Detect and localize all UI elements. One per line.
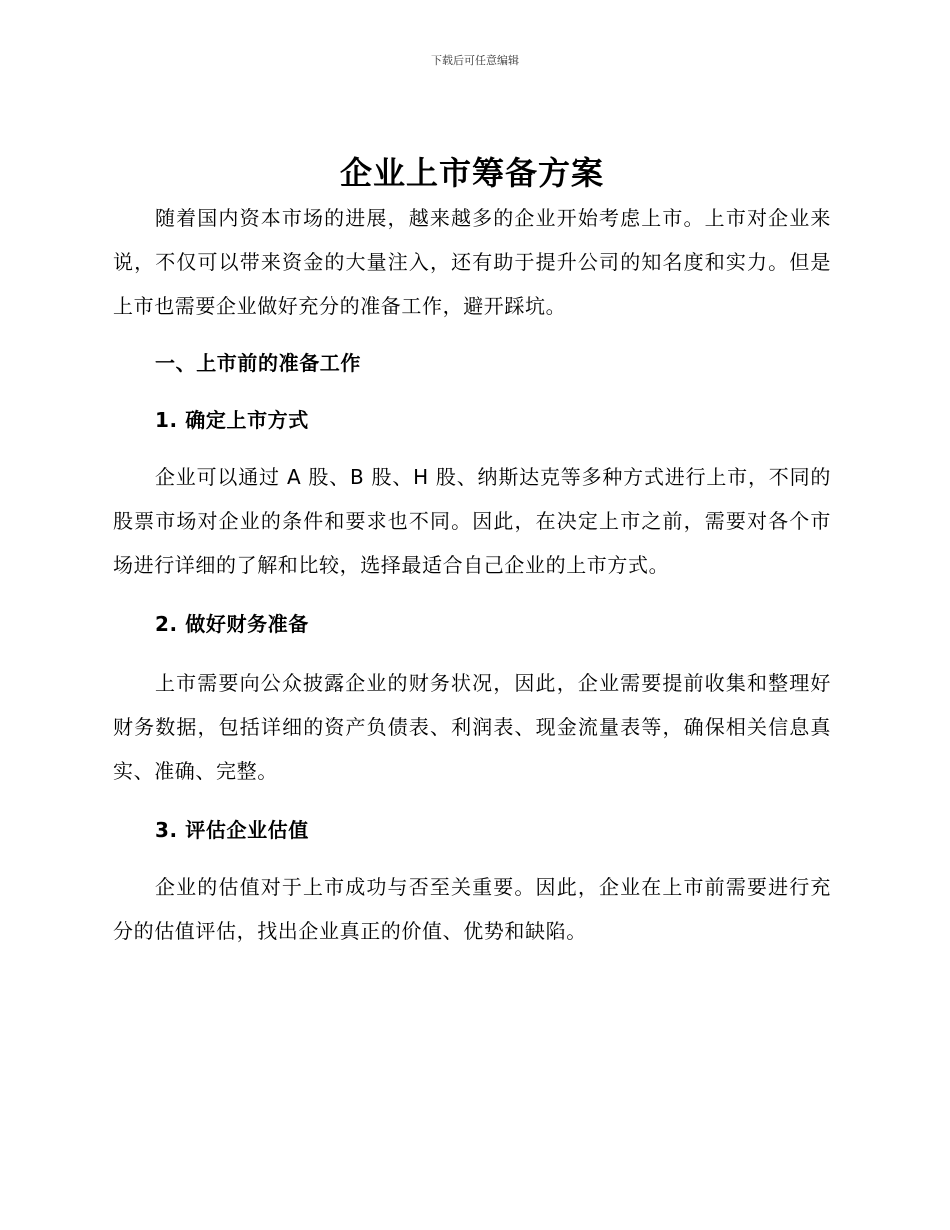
spacer bbox=[113, 328, 831, 341]
page-header-note: 下载后可任意编辑 bbox=[431, 54, 519, 67]
paragraph-financial-prep: 上市需要向公众披露企业的财务状况，因此，企业需要提前收集和整理好财务数据，包括详细的资产负债表、利润表、现金流量表等，确保相关信息真实、准确、完整。 bbox=[113, 671, 831, 783]
spacer bbox=[113, 793, 831, 808]
subheading-valuation: 3. 评估企业估值 bbox=[155, 818, 309, 842]
spacer bbox=[113, 442, 831, 455]
spacer bbox=[113, 852, 831, 865]
spacer bbox=[113, 385, 831, 398]
subheading-financial-prep: 2. 做好财务准备 bbox=[155, 612, 309, 636]
spacer bbox=[113, 646, 831, 661]
document-title: 企业上市筹备方案 bbox=[339, 154, 604, 192]
spacer bbox=[113, 587, 831, 602]
subheading-listing-method: 1. 确定上市方式 bbox=[155, 408, 309, 432]
section-heading-preparation: 一、上市前的准备工作 bbox=[155, 351, 361, 375]
document-body bbox=[113, 150, 831, 953]
paragraph-listing-method: 企业可以通过 A 股、B 股、H 股、纳斯达克等多种方式进行上市，不同的股票市场对企业的条件和要求也不同。因此，在决定上市之前，需要对各个市场进行详细的了解和比较，选择最适合自己企业的上市方式。 bbox=[113, 465, 831, 577]
paragraph-valuation: 企业的估值对于上市成功与否至关重要。因此，企业在上市前需要进行充分的估值评估，找出企业真正的价值、优势和缺陷。 bbox=[113, 875, 831, 943]
intro-paragraph: 随着国内资本市场的进展，越来越多的企业开始考虑上市。上市对企业来说，不仅可以带来资金的大量注入，还有助于提升公司的知名度和实力。但是上市也需要企业做好充分的准备工作，避开踩坑。 bbox=[113, 206, 831, 318]
